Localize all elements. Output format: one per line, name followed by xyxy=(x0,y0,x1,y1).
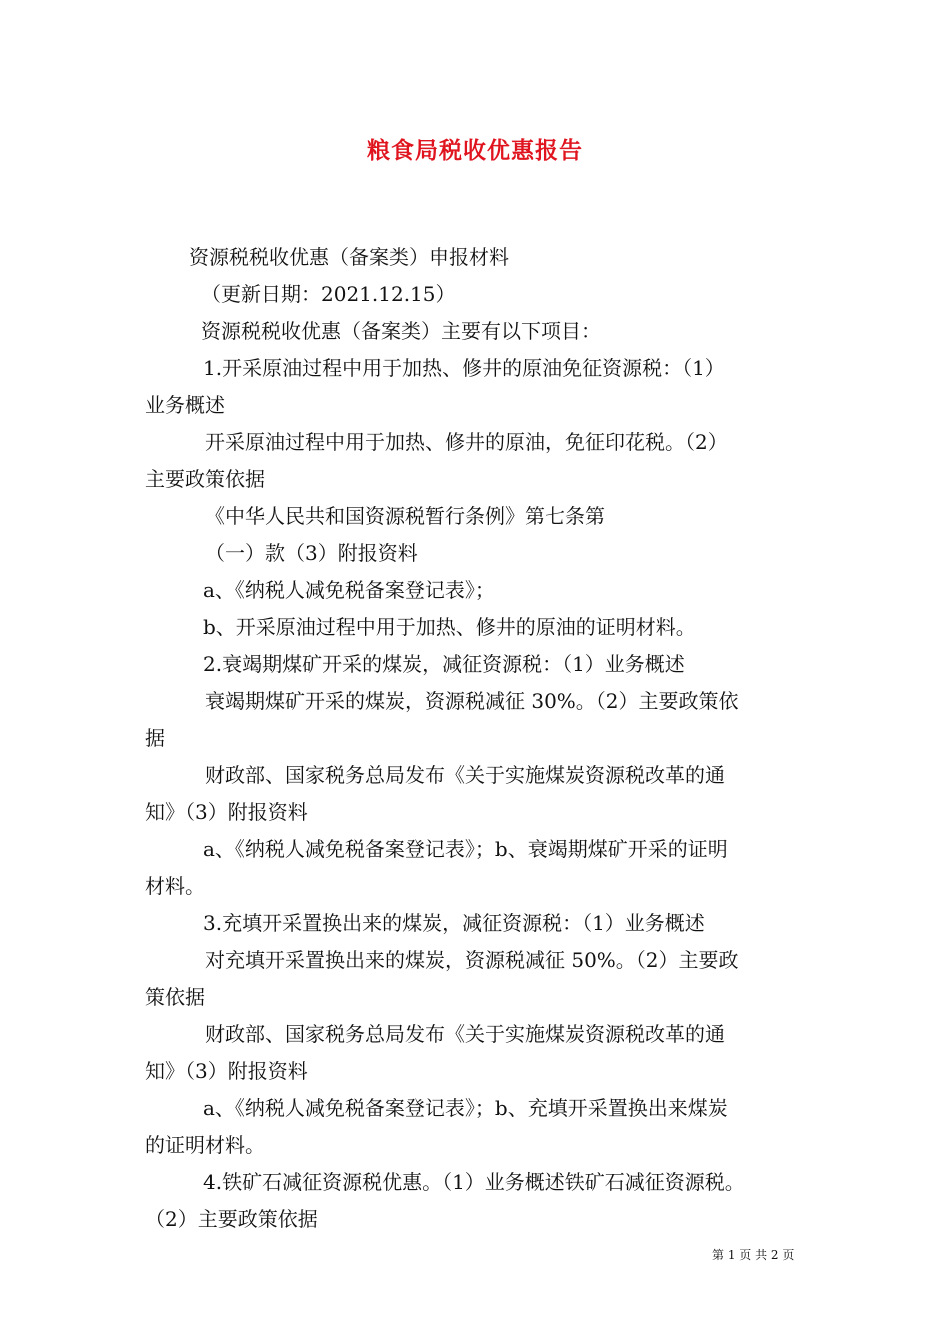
paragraph-line: 《中华人民共和国资源税暂行条例》第七条第 xyxy=(205,504,605,528)
page-number: 第 1 页 共 2 页 xyxy=(712,1248,795,1262)
paragraph-line: a、《纳税人减免税备案登记表》；b、衰竭期煤矿开采的证明 xyxy=(203,837,728,861)
paragraph-line: 主要政策依据 xyxy=(145,467,265,491)
document-title: 粮食局税收优惠报告 xyxy=(367,138,583,164)
paragraph-line: 开采原油过程中用于加热、修井的原油，免征印花税。（2） xyxy=(205,430,728,454)
paragraph-line: a、《纳税人减免税备案登记表》； xyxy=(203,578,495,602)
paragraph-line: 业务概述 xyxy=(145,393,225,417)
document-body xyxy=(145,239,817,1238)
paragraph-line: 对充填开采置换出来的煤炭，资源税减征 50%。（2）主要政 xyxy=(205,948,739,972)
paragraph-line: 资源税税收优惠（备案类）申报材料 xyxy=(189,245,509,269)
paragraph-line: （一）款（3）附报资料 xyxy=(205,541,418,565)
paragraph-line: 的证明材料。 xyxy=(145,1133,265,1157)
paragraph-line: b、开采原油过程中用于加热、修井的原油的证明材料。 xyxy=(203,615,696,639)
paragraph-line: 3.充填开采置换出来的煤炭，减征资源税：（1）业务概述 xyxy=(203,911,705,935)
paragraph-line: 4.铁矿石减征资源税优惠。（1）业务概述铁矿石减征资源税。 xyxy=(203,1170,745,1194)
paragraph-line: 材料。 xyxy=(145,874,205,898)
paragraph-line: 财政部、国家税务总局发布《关于实施煤炭资源税改革的通 xyxy=(205,1022,725,1046)
paragraph-line: 衰竭期煤矿开采的煤炭，资源税减征 30%。（2）主要政策依 xyxy=(205,689,739,713)
paragraph-line: 财政部、国家税务总局发布《关于实施煤炭资源税改革的通 xyxy=(205,763,725,787)
paragraph-line: a、《纳税人减免税备案登记表》；b、充填开采置换出来煤炭 xyxy=(203,1096,728,1120)
paragraph-line: 知》（3）附报资料 xyxy=(145,1059,308,1083)
paragraph-line: 2.衰竭期煤矿开采的煤炭，减征资源税：（1）业务概述 xyxy=(203,652,685,676)
paragraph-line: （2）主要政策依据 xyxy=(145,1207,318,1231)
paragraph-line: 1.开采原油过程中用于加热、修井的原油免征资源税：（1） xyxy=(203,356,725,380)
paragraph-line: 策依据 xyxy=(145,985,205,1009)
paragraph-line: 资源税税收优惠（备案类）主要有以下项目： xyxy=(201,319,601,343)
paragraph-line: 知》（3）附报资料 xyxy=(145,800,308,824)
paragraph-line: （更新日期：2021.12.15） xyxy=(201,282,456,306)
paragraph-line: 据 xyxy=(145,726,165,750)
